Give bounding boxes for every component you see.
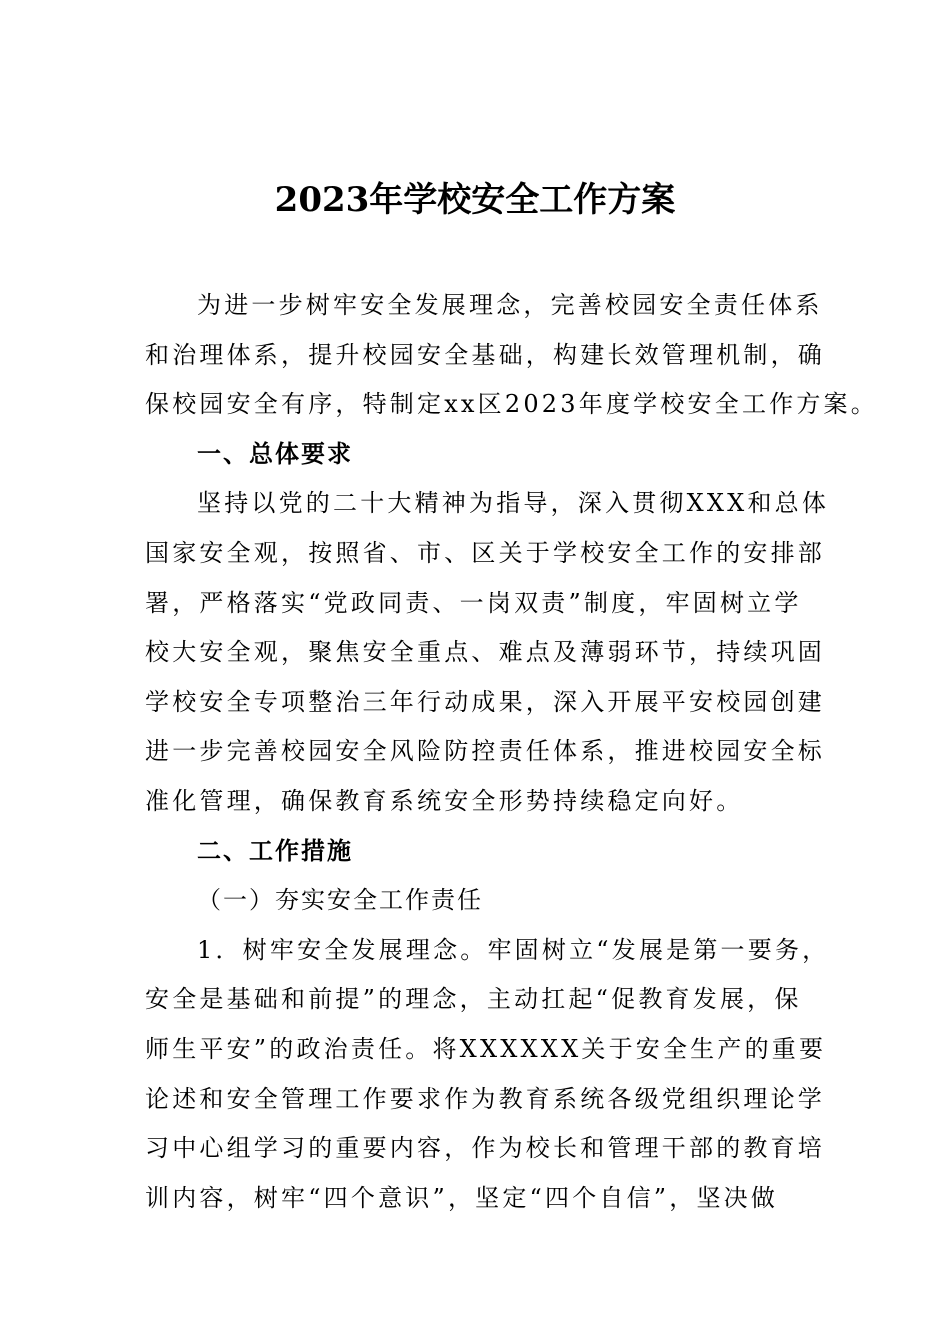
section-1-heading: 一、总体要求: [197, 439, 353, 468]
intro-line-1: 为进一步树牢安全发展理念，完善校园安全责任体系: [197, 291, 823, 319]
section-1-line-1: 坚持以党的二十大精神为指导，深入贯彻XXX和总体: [197, 489, 830, 518]
intro-line-2: 和治理体系，提升校园安全基础，构建长效管理机制，确: [145, 340, 825, 369]
section-2-line-3: 师生平安”的政治责任。将XXXXXX关于安全生产的重要: [145, 1034, 827, 1063]
section-1-line-6: 进一步完善校园安全风险防控责任体系，推进校园安全标: [145, 737, 825, 766]
document-title: 2023年学校安全工作方案: [274, 180, 676, 220]
section-1-line-7: 准化管理，确保教育系统安全形势持续稳定向好。: [145, 786, 744, 815]
section-1-line-4: 校大安全观，聚焦安全重点、难点及薄弱环节，持续巩固: [145, 638, 825, 667]
section-2-line-4: 论述和安全管理工作要求作为教育系统各级党组织理论学: [145, 1084, 825, 1113]
section-2-line-6: 训内容，树牢“四个意识”，坚定“四个自信”，坚决做: [145, 1183, 779, 1212]
section-2-subheading: （一）夯实安全工作责任: [197, 886, 483, 915]
document-body: [145, 281, 878, 1223]
section-2-line-5: 习中心组学习的重要内容，作为校长和管理干部的教育培: [145, 1134, 825, 1163]
section-2-line-1: 1．树牢安全发展理念。牢固树立“发展是第一要务，: [197, 935, 830, 964]
section-2-heading: 二、工作措施: [197, 836, 353, 865]
section-1-line-3: 署，严格落实“党政同责、一岗双责”制度，牢固树立学: [145, 588, 802, 617]
section-1-line-5: 学校安全专项整治三年行动成果，深入开展平安校园创建: [145, 687, 825, 716]
section-1-line-2: 国家安全观，按照省、市、区关于学校安全工作的安排部: [145, 538, 825, 567]
intro-line-3: 保校园安全有序，特制定xx区2023年度学校安全工作方案。: [145, 390, 878, 419]
section-2-line-2: 安全是基础和前提”的理念，主动扛起“促教育发展，保: [145, 985, 802, 1014]
